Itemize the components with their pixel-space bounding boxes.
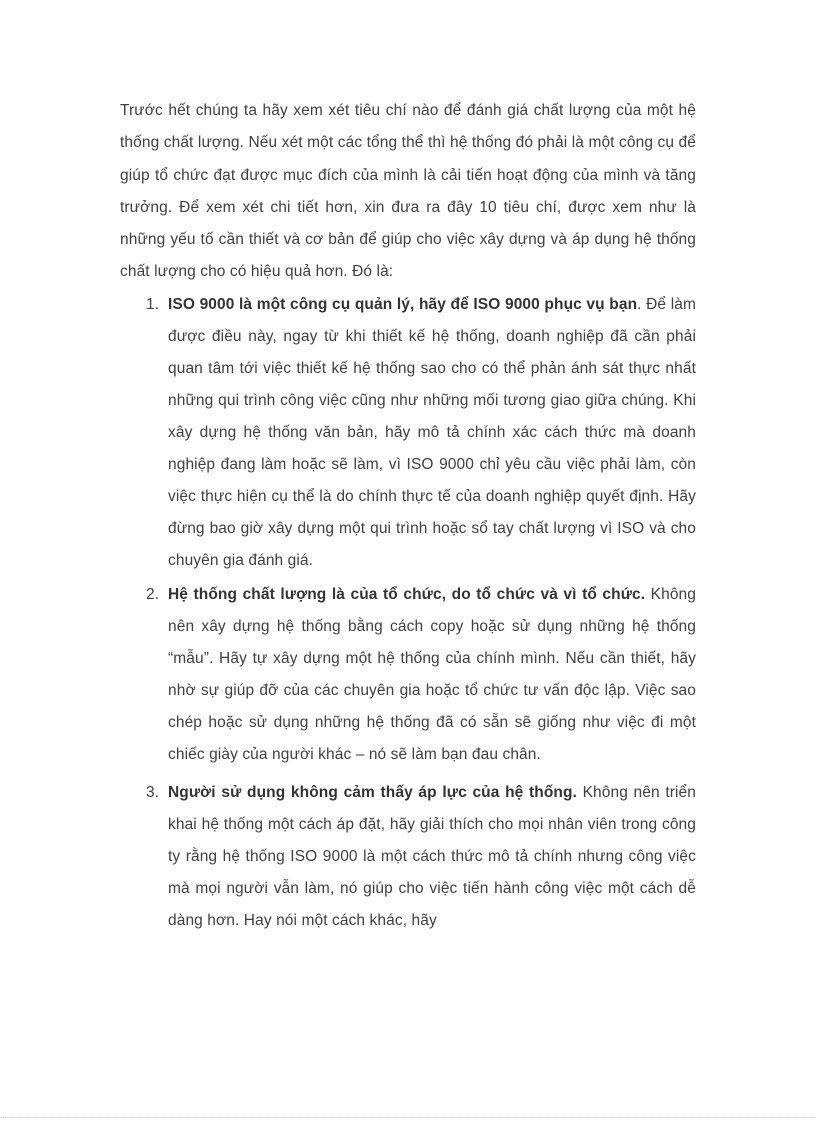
- page-bottom-divider: [0, 1117, 816, 1118]
- list-item: [120, 579, 696, 771]
- list-item-number: 1.: [146, 295, 160, 313]
- list-item-body: Không nên triển khai hệ thống một cách áp đặt, hãy giải thích cho mọi nhân viên trong công ty rằng hệ thống ISO 9000 là một cách thức mô tả chính nhưng công việc mà mọi người vẫn làm, nó giúp cho việc tiến hành công việc một cách dễ dàng hơn. Hay nói một cách khác, hãy: [168, 783, 696, 929]
- list-item-number: 2.: [146, 585, 160, 603]
- list-item: [120, 289, 696, 577]
- intro-paragraph: Trước hết chúng ta hãy xem xét tiêu chí nào để đánh giá chất lượng của một hệ thống chất lượng. Nếu xét một các tổng thể thì hệ thống đó phải là một công cụ để giúp tổ chức đạt được mục đích của mình là cải tiến hoạt động của mình và tăng trưởng. Để xem xét chi tiết hơn, xin đưa ra đây 10 tiêu chí, được xem như là những yếu tố cần thiết và cơ bản để giúp cho việc xây dựng và áp dụng hệ thống chất lượng cho có hiệu quả hơn. Đó là:: [120, 102, 696, 281]
- list-item-body: . Để làm được điều này, ngay từ khi thiết kế hệ thống, doanh nghiệp đã cần phải quan tâm tới việc thiết kế hệ thống sao cho có thể phản ánh sát thực nhất những qui trình công việc cũng như những mối tương giao giữa chúng. Khi xây dựng hệ thống văn bản, hãy mô tả chính xác cách thức mà doanh nghiệp đang làm hoặc sẽ làm, vì ISO 9000 chỉ yêu cầu việc phải làm, còn việc thực hiện cụ thể là do chính thực tế của doanh nghiệp quyết định. Hãy đừng bao giờ xây dựng một qui trình hoặc sổ tay chất lượng vì ISO và cho chuyên gia đánh giá.: [168, 295, 696, 569]
- document-page: [120, 95, 696, 937]
- list-item-body: Không nên xây dựng hệ thống bằng cách copy hoặc sử dụng những hệ thống “mẫu”. Hãy tự xây dựng một hệ thống của chính mình. Nếu cần thiết, hãy nhờ sự giúp đỡ của các chuyên gia hoặc tổ chức tư vấn độc lập. Việc sao chép hoặc sử dụng những hệ thống đã có sẵn sẽ giống như việc đi một chiếc giày của người khác – nó sẽ làm bạn đau chân.: [168, 585, 696, 763]
- list-item-heading: Người sử dụng không cảm thấy áp lực của hệ thống.: [168, 783, 577, 801]
- criteria-list: [120, 289, 696, 937]
- list-item-heading: ISO 9000 là một công cụ quản lý, hãy để ISO 9000 phục vụ bạn: [168, 295, 638, 313]
- list-item-number: 3.: [146, 783, 160, 801]
- list-item-heading: Hệ thống chất lượng là của tổ chức, do tổ chức và vì tổ chức.: [168, 585, 646, 603]
- list-item: [120, 777, 696, 937]
